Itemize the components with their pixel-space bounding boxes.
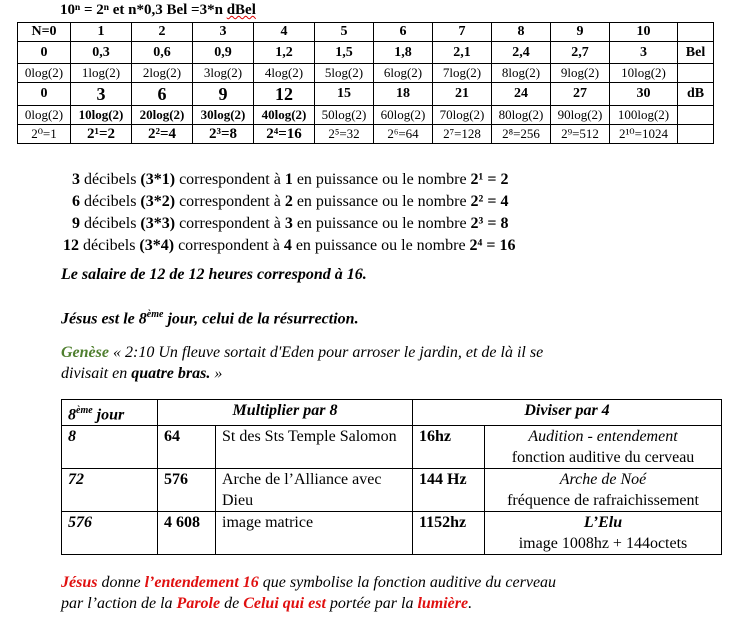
header-multiplier: Multiplier par 8 — [158, 400, 413, 426]
mult-header-row — [62, 400, 722, 426]
log-cell: 10log(2) — [610, 64, 678, 83]
log-cell: 2log(2) — [132, 64, 193, 83]
header-jour: 8ème jour — [62, 400, 158, 426]
log-cell: 2³=8 — [193, 125, 254, 144]
log-cell: 2⁸=256 — [492, 125, 551, 144]
log-cell — [678, 64, 714, 83]
log-cell: 90log(2) — [551, 106, 610, 125]
salaire-line: Le salaire de 12 de 12 heures correspond à 16. — [61, 266, 367, 283]
log-cell: 1log(2) — [71, 64, 132, 83]
cell-b: 4 608 — [158, 512, 216, 555]
log-cell: Bel — [678, 42, 714, 64]
log-row — [18, 23, 714, 42]
log-cell: 3 — [610, 42, 678, 64]
log-cell: 5 — [315, 23, 374, 42]
header-diviser: Diviser par 4 — [413, 400, 722, 426]
log-cell: 24 — [492, 83, 551, 106]
decibel-line: 3 décibels (3*1) correspondent à 1 en puissance ou le nombre 2¹ = 2 — [72, 171, 509, 188]
cell-a: 576 — [62, 512, 158, 555]
multiplier-table — [61, 399, 722, 555]
log-cell: 0,6 — [132, 42, 193, 64]
log-table — [17, 22, 714, 144]
log-cell: 2²=4 — [132, 125, 193, 144]
decibel-line: 9 décibels (3*3) correspondent à 3 en puissance ou le nombre 2³ = 8 — [72, 215, 509, 232]
log-cell: 2¹⁰=1024 — [610, 125, 678, 144]
log-cell: 21 — [433, 83, 492, 106]
log-cell: 0 — [18, 83, 71, 106]
log-cell: 9 — [551, 23, 610, 42]
page-title: 10ⁿ = 2ⁿ et n*0,3 Bel =3*n dBel — [60, 2, 256, 18]
footer-text: Jésus donne l’entendement 16 que symbolise la fonction auditive du cerveau par l’action de la Parole de Celui qui est portée par la lumière. — [61, 574, 557, 612]
log-cell: 1,8 — [374, 42, 433, 64]
decibel-line: 6 décibels (3*2) correspondent à 2 en puissance ou le nombre 2² = 4 — [72, 193, 509, 210]
log-cell: 4 — [254, 23, 315, 42]
log-cell: 2⁵=32 — [315, 125, 374, 144]
log-cell: 2⁷=128 — [433, 125, 492, 144]
log-cell: 6 — [132, 83, 193, 106]
log-cell: 6log(2) — [374, 64, 433, 83]
log-cell: 1,2 — [254, 42, 315, 64]
log-cell: 60log(2) — [374, 106, 433, 125]
log-cell: 2⁶=64 — [374, 125, 433, 144]
log-cell: 2,1 — [433, 42, 492, 64]
log-cell: 2,4 — [492, 42, 551, 64]
log-row — [18, 83, 714, 106]
log-cell: 5log(2) — [315, 64, 374, 83]
log-cell: 20log(2) — [132, 106, 193, 125]
log-cell — [678, 23, 714, 42]
cell-a: 72 — [62, 469, 158, 512]
log-cell: 3log(2) — [193, 64, 254, 83]
log-cell: 2⁹=512 — [551, 125, 610, 144]
log-cell: 1,5 — [315, 42, 374, 64]
log-cell: 4log(2) — [254, 64, 315, 83]
mult-row — [62, 426, 722, 469]
log-cell: 10 — [610, 23, 678, 42]
log-cell: 12 — [254, 83, 315, 106]
log-cell: 100log(2) — [610, 106, 678, 125]
log-cell: 50log(2) — [315, 106, 374, 125]
log-cell: 40log(2) — [254, 106, 315, 125]
cell-c: St des Sts Temple Salomon — [216, 426, 413, 469]
cell-c: Arche de l’Alliance avec Dieu — [216, 469, 413, 512]
log-cell: 27 — [551, 83, 610, 106]
log-cell: 2⁰=1 — [18, 125, 71, 144]
log-cell: 7log(2) — [433, 64, 492, 83]
decibel-line: 12 décibels (3*4) correspondent à 4 en puissance ou le nombre 2⁴ = 16 — [63, 237, 516, 254]
log-cell: 9log(2) — [551, 64, 610, 83]
log-cell: 2,7 — [551, 42, 610, 64]
log-cell: 0,9 — [193, 42, 254, 64]
log-cell: 80log(2) — [492, 106, 551, 125]
log-cell: 10log(2) — [71, 106, 132, 125]
log-row — [18, 106, 714, 125]
cell-d: 144 Hz — [413, 469, 485, 512]
log-row — [18, 125, 714, 144]
cell-d: 1152hz — [413, 512, 485, 555]
jesus-line: Jésus est le 8ème jour, celui de la résurrection. — [61, 309, 359, 328]
cell-b: 64 — [158, 426, 216, 469]
log-cell: 2 — [132, 23, 193, 42]
log-row — [18, 64, 714, 83]
log-cell: 18 — [374, 83, 433, 106]
log-cell: 2⁴=16 — [254, 125, 315, 144]
log-cell: 3 — [193, 23, 254, 42]
log-cell: 1 — [71, 23, 132, 42]
log-cell: 30 — [610, 83, 678, 106]
cell-d: 16hz — [413, 426, 485, 469]
title-dbel: dBel — [226, 2, 256, 18]
log-cell: 7 — [433, 23, 492, 42]
log-cell: 8log(2) — [492, 64, 551, 83]
mult-row — [62, 469, 722, 512]
log-cell — [678, 106, 714, 125]
log-cell: 0 — [18, 42, 71, 64]
log-cell: 2¹=2 — [71, 125, 132, 144]
log-cell: N=0 — [18, 23, 71, 42]
log-cell: 0,3 — [71, 42, 132, 64]
log-cell: 30log(2) — [193, 106, 254, 125]
log-cell: 70log(2) — [433, 106, 492, 125]
log-cell: dB — [678, 83, 714, 106]
log-cell: 0log(2) — [18, 106, 71, 125]
cell-b: 576 — [158, 469, 216, 512]
log-cell: 9 — [193, 83, 254, 106]
mult-row — [62, 512, 722, 555]
genese-quote: Genèse « 2:10 Un fleuve sortait d'Eden pour arroser le jardin, et de là il se divisait en quatre bras. » — [61, 344, 544, 382]
log-cell: 8 — [492, 23, 551, 42]
cell-a: 8 — [62, 426, 158, 469]
cell-e: Audition - entendement fonction auditive du cerveau — [485, 426, 722, 469]
cell-c: image matrice — [216, 512, 413, 555]
log-cell: 0log(2) — [18, 64, 71, 83]
log-row — [18, 42, 714, 64]
log-cell: 3 — [71, 83, 132, 106]
log-cell — [678, 125, 714, 144]
log-cell: 15 — [315, 83, 374, 106]
log-cell: 6 — [374, 23, 433, 42]
cell-e: Arche de Noé fréquence de rafraichissement — [485, 469, 722, 512]
cell-e: L’Elu image 1008hz + 144octets — [485, 512, 722, 555]
